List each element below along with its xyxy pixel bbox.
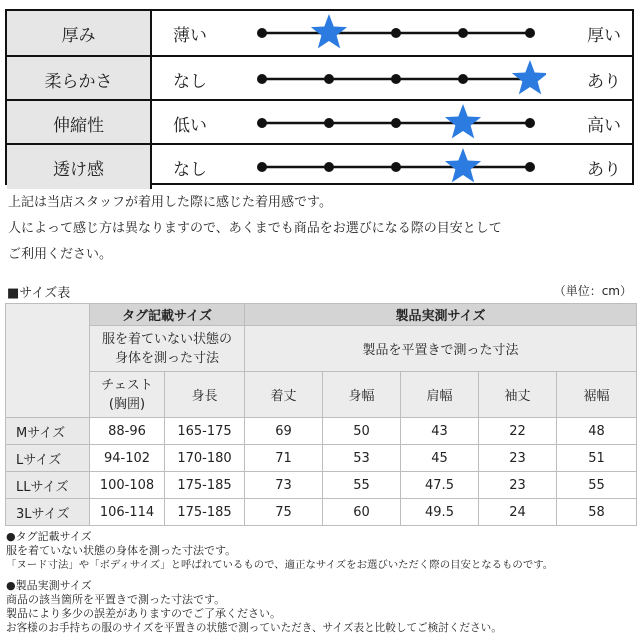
col-header-shoulder: 肩幅 [401,372,479,418]
feel-high-label: あり [587,71,621,92]
size-table [5,303,637,526]
scale-dot [257,118,267,128]
col-header-hem: 裾幅 [557,372,637,418]
feel-scale-graphic [246,101,546,145]
footnote-line: 製品により多少の誤差がありますのでご了承ください。 [6,607,281,620]
shoulder-cell: 43 [401,418,479,445]
feel-row-softness [7,55,632,101]
measured-size-group-header: 製品実測サイズ [245,304,637,326]
hem-cell: 55 [557,472,637,499]
feel-attr-label: 透け感 [7,145,152,189]
height-cell: 165-175 [165,418,245,445]
col-header-sleeve: 袖丈 [479,372,557,418]
star-icon [445,104,481,138]
length-cell: 75 [245,499,323,526]
size-name-cell: LLサイズ [6,472,90,499]
height-cell: 175-185 [165,472,245,499]
scale-dot [458,74,468,84]
scale-dot [324,74,334,84]
star-icon [445,148,481,182]
size-name-cell: Lサイズ [6,445,90,472]
scale-dot [391,74,401,84]
hem-cell: 48 [557,418,637,445]
note-line: ご利用ください。 [8,247,113,262]
feel-low-label: なし [173,71,207,92]
feel-low-label: なし [173,159,207,180]
scale-dot [525,162,535,172]
length-cell: 69 [245,418,323,445]
size-name-cell: 3Lサイズ [6,499,90,526]
feel-scale [246,57,546,101]
shoulder-cell: 49.5 [401,499,479,526]
scale-dot [391,162,401,172]
size-table-heading: ■サイズ表 [7,286,71,301]
sleeve-cell: 23 [479,472,557,499]
feel-scale [246,11,546,55]
scale-dot [458,28,468,38]
shoulder-cell: 47.5 [401,472,479,499]
footnote-line: ●製品実測サイズ [6,579,92,592]
width-cell: 53 [323,445,401,472]
scale-dot [324,118,334,128]
length-cell: 73 [245,472,323,499]
col-header-length: 着丈 [245,372,323,418]
col-header-chest-line: (胸囲) [108,396,146,412]
tag-desc-line: 服を着ていない状態の [101,331,232,347]
feel-high-label: 高い [587,115,621,136]
height-cell: 175-185 [165,499,245,526]
feel-row-thickness [7,11,632,55]
scale-dot [391,28,401,38]
tag-size-description [90,326,245,372]
star-icon [311,14,347,48]
scale-dot [257,162,267,172]
chest-cell: 100-108 [90,472,165,499]
feel-scale [246,101,546,145]
measured-size-description: 製品を平置きで測った寸法 [245,326,637,372]
col-header-chest-line: チェスト [101,377,153,393]
scale-dot [257,74,267,84]
footnote-line: お客様のお手持ちの服のサイズを平置きの状態で測っていただき、サイズ表と比較してご検討ください。 [6,622,502,634]
scale-dot [525,28,535,38]
table-row [6,418,637,445]
sleeve-cell: 24 [479,499,557,526]
sleeve-cell: 23 [479,445,557,472]
feel-row-stretch [7,99,632,145]
footnote-line: 商品の該当箇所を平置きで測った寸法です。 [6,593,226,606]
shoulder-cell: 45 [401,445,479,472]
footnote-line: ●タグ記載サイズ [6,530,92,543]
feel-attr-label: 伸縮性 [7,101,152,145]
length-cell: 71 [245,445,323,472]
size-table-unit: （単位：cm） [553,284,632,298]
scale-dot [391,118,401,128]
note-line: 上記は当店スタッフが着用した際に感じた着用感です。 [8,195,332,210]
height-cell: 170-180 [165,445,245,472]
footnote-line: 服を着ていない状態の身体を測った寸法です。 [6,544,237,557]
width-cell: 55 [323,472,401,499]
hem-cell: 51 [557,445,637,472]
feel-table [5,9,634,185]
table-row [6,499,637,526]
feel-scale [246,145,546,189]
col-header-width: 身幅 [323,372,401,418]
table-row [6,472,637,499]
feel-attr-label: 柔らかさ [7,57,152,101]
feel-low-label: 低い [173,115,207,136]
size-corner-cell [6,304,90,418]
col-header-height: 身長 [165,372,245,418]
feel-high-label: 厚い [587,25,621,46]
tag-desc-line: 身体を測った寸法 [114,350,219,366]
col-header-chest [90,372,165,418]
width-cell: 60 [323,499,401,526]
chest-cell: 106-114 [90,499,165,526]
scale-dot [525,118,535,128]
table-row [6,445,637,472]
scale-dot [257,28,267,38]
feel-row-transparency [7,143,632,189]
width-cell: 50 [323,418,401,445]
feel-attr-label: 厚み [7,11,152,55]
sleeve-cell: 22 [479,418,557,445]
feel-scale-graphic [246,11,546,55]
footnote-line: 「ヌード寸法」や「ボディサイズ」と呼ばれているもので、適正なサイズをお選びいただく際の目安となるものです。 [6,559,554,571]
size-name-cell: Mサイズ [6,418,90,445]
hem-cell: 58 [557,499,637,526]
feel-low-label: 薄い [173,25,207,46]
chest-cell: 94-102 [90,445,165,472]
star-icon [512,60,546,94]
feel-high-label: あり [587,159,621,180]
note-line: 人によって感じ方は異なりますので、あくまでも商品をお選びになる際の目安として [8,221,502,236]
scale-dot [324,162,334,172]
chest-cell: 88-96 [90,418,165,445]
feel-scale-graphic [246,57,546,101]
tag-size-group-header: タグ記載サイズ [90,304,245,326]
feel-scale-graphic [246,145,546,189]
